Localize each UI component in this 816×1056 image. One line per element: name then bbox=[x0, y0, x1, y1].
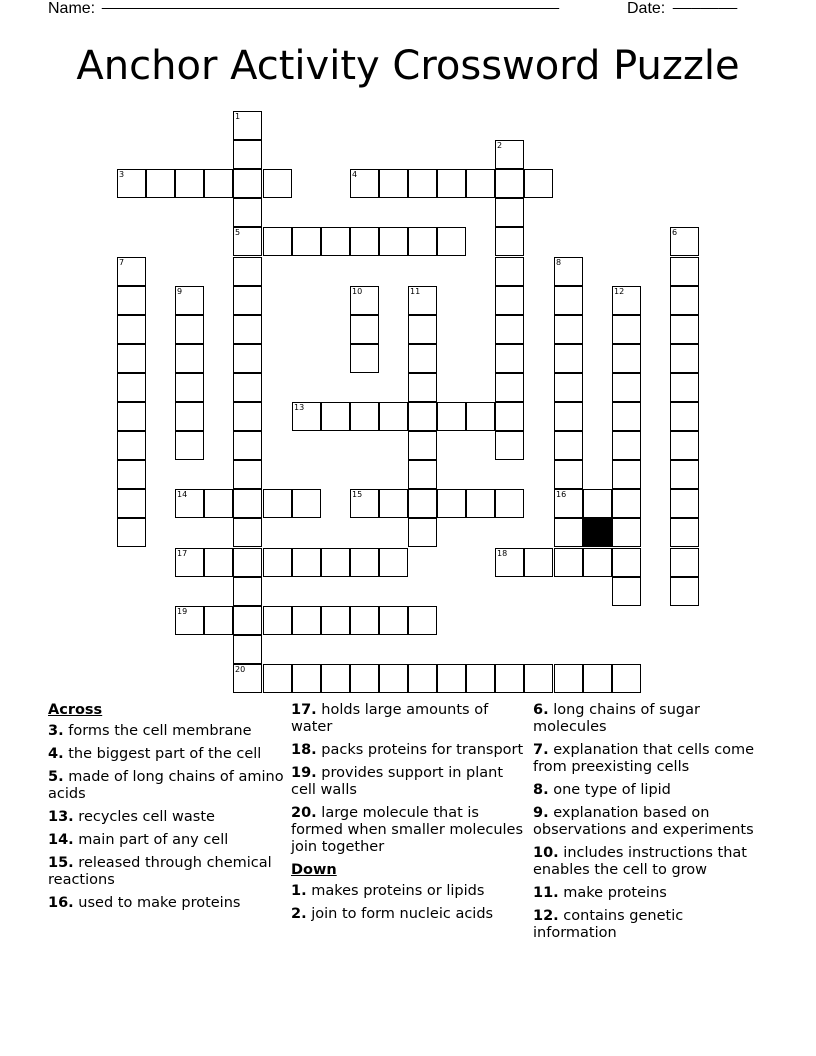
clue-text: large molecule that is formed when smaller molecules join together bbox=[291, 805, 524, 855]
crossword-cell[interactable] bbox=[495, 664, 524, 693]
crossword-cell[interactable] bbox=[350, 169, 379, 198]
crossword-cell[interactable] bbox=[263, 169, 292, 198]
crossword-cell[interactable] bbox=[233, 518, 262, 547]
crossword-cell[interactable] bbox=[379, 489, 408, 518]
crossword-cell[interactable] bbox=[321, 548, 350, 577]
crossword-cell[interactable] bbox=[466, 402, 495, 431]
crossword-cell[interactable] bbox=[408, 286, 437, 315]
crossword-cell[interactable] bbox=[408, 402, 437, 431]
crossword-cell[interactable] bbox=[175, 606, 204, 635]
crossword-cell[interactable] bbox=[583, 489, 612, 518]
crossword-cell[interactable] bbox=[233, 402, 262, 431]
crossword-cell[interactable] bbox=[466, 664, 495, 693]
crossword-cell[interactable] bbox=[612, 460, 641, 489]
clue-across bbox=[48, 832, 284, 849]
clue-down bbox=[533, 885, 769, 902]
crossword-cell[interactable] bbox=[408, 664, 437, 693]
clue-text: provides support in plant cell walls bbox=[291, 765, 504, 798]
clue-text: made of long chains of amino acids bbox=[48, 769, 284, 802]
crossword-cell[interactable] bbox=[204, 169, 233, 198]
clue-across bbox=[48, 855, 284, 889]
crossword-cell[interactable] bbox=[408, 606, 437, 635]
clue-across bbox=[291, 765, 527, 799]
crossword-cell[interactable] bbox=[233, 257, 262, 286]
crossword-cell[interactable] bbox=[292, 606, 321, 635]
crossword-cell[interactable] bbox=[263, 489, 292, 518]
crossword-cell[interactable] bbox=[670, 227, 699, 256]
crossword-cell[interactable] bbox=[524, 664, 553, 693]
clue-across bbox=[48, 769, 284, 803]
crossword-cell[interactable] bbox=[379, 227, 408, 256]
crossword-cell[interactable] bbox=[495, 344, 524, 373]
crossword-cell[interactable] bbox=[233, 169, 262, 198]
crossword-cell[interactable] bbox=[233, 344, 262, 373]
crossword-cell[interactable] bbox=[175, 548, 204, 577]
crossword-cell[interactable] bbox=[117, 431, 146, 460]
clue-number: 16 bbox=[556, 490, 567, 499]
clue-number-label: 18. bbox=[291, 742, 317, 758]
clue-across bbox=[291, 742, 527, 759]
crossword-cell[interactable] bbox=[495, 548, 524, 577]
clue-number: 1 bbox=[235, 112, 241, 121]
crossword-cell[interactable] bbox=[437, 227, 466, 256]
crossword-cell[interactable] bbox=[670, 460, 699, 489]
crossword-cell[interactable] bbox=[670, 518, 699, 547]
name-line[interactable]: _______________________________________________________ bbox=[102, 0, 559, 10]
crossword-cell[interactable] bbox=[408, 431, 437, 460]
clue-number: 13 bbox=[294, 403, 305, 412]
crossword-cell[interactable] bbox=[495, 315, 524, 344]
crossword-cell[interactable] bbox=[350, 402, 379, 431]
clue-across bbox=[48, 746, 284, 763]
clue-number: 4 bbox=[352, 170, 358, 179]
clue-text: recycles cell waste bbox=[73, 809, 215, 825]
crossword-cell[interactable] bbox=[554, 373, 583, 402]
date-label: Date: bbox=[627, 0, 666, 17]
crossword-cell[interactable] bbox=[350, 344, 379, 373]
crossword-cell[interactable] bbox=[670, 489, 699, 518]
crossword-cell[interactable] bbox=[146, 169, 175, 198]
crossword-cell[interactable] bbox=[233, 577, 262, 606]
clue-number: 5 bbox=[235, 228, 241, 237]
crossword-cell[interactable] bbox=[554, 344, 583, 373]
crossword-cell[interactable] bbox=[583, 548, 612, 577]
clue-number-label: 9. bbox=[533, 805, 549, 821]
clue-text: explanation that cells come from preexisting cells bbox=[533, 742, 755, 775]
crossword-cell[interactable] bbox=[670, 548, 699, 577]
clue-down bbox=[291, 906, 527, 923]
crossword-cell[interactable] bbox=[408, 315, 437, 344]
crossword-cell[interactable] bbox=[379, 169, 408, 198]
crossword-cell[interactable] bbox=[495, 227, 524, 256]
crossword-cell[interactable] bbox=[612, 344, 641, 373]
clue-number: 7 bbox=[119, 258, 125, 267]
crossword-cell[interactable] bbox=[117, 489, 146, 518]
clue-number: 19 bbox=[177, 607, 188, 616]
clue-down bbox=[533, 702, 769, 736]
clue-across bbox=[48, 809, 284, 826]
clue-text: make proteins bbox=[558, 885, 667, 901]
clue-number: 17 bbox=[177, 549, 188, 558]
clue-text: used to make proteins bbox=[73, 895, 241, 911]
clue-number: 14 bbox=[177, 490, 188, 499]
crossword-cell[interactable] bbox=[117, 460, 146, 489]
crossword-cell[interactable] bbox=[117, 518, 146, 547]
crossword-cell[interactable] bbox=[321, 606, 350, 635]
clue-number: 20 bbox=[235, 665, 246, 674]
crossword-cell[interactable] bbox=[612, 489, 641, 518]
crossword-cell[interactable] bbox=[495, 198, 524, 227]
clue-number: 10 bbox=[352, 287, 363, 296]
crossword-cell[interactable] bbox=[495, 373, 524, 402]
crossword-cell[interactable] bbox=[233, 315, 262, 344]
crossword-cell[interactable] bbox=[524, 548, 553, 577]
clue-number-label: 19. bbox=[291, 765, 317, 781]
crossword-cell[interactable] bbox=[408, 344, 437, 373]
crossword-cell[interactable] bbox=[670, 257, 699, 286]
clue-number: 2 bbox=[497, 141, 503, 150]
crossword-cell[interactable] bbox=[117, 257, 146, 286]
crossword-cell[interactable] bbox=[495, 402, 524, 431]
crossword-cell[interactable] bbox=[554, 664, 583, 693]
crossword-cell[interactable] bbox=[175, 489, 204, 518]
crossword-cell[interactable] bbox=[204, 606, 233, 635]
clue-number-label: 5. bbox=[48, 769, 64, 785]
clue-number-label: 20. bbox=[291, 805, 317, 821]
crossword-cell[interactable] bbox=[408, 518, 437, 547]
down-heading: Down bbox=[291, 862, 337, 878]
crossword-cell[interactable] bbox=[583, 664, 612, 693]
clue-down bbox=[291, 883, 527, 900]
crossword-cell[interactable] bbox=[379, 664, 408, 693]
crossword-cell[interactable] bbox=[554, 315, 583, 344]
crossword-cell[interactable] bbox=[350, 286, 379, 315]
clue-number: 11 bbox=[410, 287, 421, 296]
clue-down bbox=[533, 742, 769, 776]
clue-number-label: 15. bbox=[48, 855, 74, 871]
crossword-cell[interactable] bbox=[612, 431, 641, 460]
crossword-cell[interactable] bbox=[350, 606, 379, 635]
crossword-cell[interactable] bbox=[233, 286, 262, 315]
clues-column-3 bbox=[533, 700, 769, 948]
crossword-cell[interactable] bbox=[175, 431, 204, 460]
clue-number-label: 14. bbox=[48, 832, 74, 848]
clue-down bbox=[533, 805, 769, 839]
crossword-cell[interactable] bbox=[466, 489, 495, 518]
clues-column-2 bbox=[291, 700, 527, 929]
crossword-cell[interactable] bbox=[233, 431, 262, 460]
clue-number: 18 bbox=[497, 549, 508, 558]
crossword-cell[interactable] bbox=[175, 344, 204, 373]
crossword-cell[interactable] bbox=[321, 227, 350, 256]
clue-number-label: 1. bbox=[291, 883, 307, 899]
crossword-cell[interactable] bbox=[233, 635, 262, 664]
clue-text: forms the cell membrane bbox=[63, 723, 252, 739]
crossword-cell[interactable] bbox=[612, 548, 641, 577]
crossword-cell[interactable] bbox=[292, 548, 321, 577]
crossword-cell[interactable] bbox=[117, 373, 146, 402]
crossword-cell[interactable] bbox=[233, 606, 262, 635]
date-line[interactable]: _______ bbox=[673, 0, 738, 10]
crossword-cell[interactable] bbox=[233, 489, 262, 518]
crossword-cell[interactable] bbox=[263, 606, 292, 635]
crossword-cell[interactable] bbox=[233, 111, 262, 140]
crossword-cell[interactable] bbox=[670, 315, 699, 344]
clue-text: makes proteins or lipids bbox=[306, 883, 485, 899]
crossword-cell[interactable] bbox=[233, 227, 262, 256]
clue-down bbox=[533, 908, 769, 942]
crossword-cell[interactable] bbox=[379, 402, 408, 431]
crossword-cell[interactable] bbox=[670, 373, 699, 402]
crossword-cell[interactable] bbox=[554, 402, 583, 431]
clue-text: contains genetic information bbox=[533, 908, 684, 941]
clue-number-label: 2. bbox=[291, 906, 307, 922]
crossword-cell[interactable] bbox=[350, 315, 379, 344]
crossword-cell[interactable] bbox=[437, 169, 466, 198]
crossword-cell[interactable] bbox=[554, 257, 583, 286]
crossword-cell[interactable] bbox=[495, 169, 524, 198]
crossword-cell[interactable] bbox=[350, 227, 379, 256]
crossword-cell[interactable] bbox=[379, 606, 408, 635]
clue-number-label: 3. bbox=[48, 723, 64, 739]
crossword-cell[interactable] bbox=[175, 402, 204, 431]
clue-number: 6 bbox=[672, 228, 678, 237]
crossword-cell[interactable] bbox=[554, 460, 583, 489]
crossword-cell[interactable] bbox=[612, 402, 641, 431]
clue-text: released through chemical reactions bbox=[48, 855, 272, 888]
crossword-cell[interactable] bbox=[263, 548, 292, 577]
crossword-cell[interactable] bbox=[292, 227, 321, 256]
clue-number-label: 13. bbox=[48, 809, 74, 825]
crossword-cell[interactable] bbox=[233, 198, 262, 227]
crossword-cell[interactable] bbox=[350, 489, 379, 518]
crossword-cell[interactable] bbox=[292, 489, 321, 518]
crossword-cell[interactable] bbox=[554, 286, 583, 315]
across-heading: Across bbox=[48, 702, 103, 718]
crossword-cell[interactable] bbox=[554, 489, 583, 518]
crossword-cell[interactable] bbox=[204, 489, 233, 518]
crossword-cell[interactable] bbox=[321, 402, 350, 431]
crossword-cell[interactable] bbox=[495, 140, 524, 169]
crossword-cell[interactable] bbox=[175, 169, 204, 198]
crossword-cell[interactable] bbox=[524, 169, 553, 198]
crossword-cell[interactable] bbox=[175, 373, 204, 402]
crossword-cell[interactable] bbox=[466, 169, 495, 198]
crossword-cell[interactable] bbox=[350, 548, 379, 577]
clue-text: long chains of sugar molecules bbox=[533, 702, 700, 735]
clue-text: main part of any cell bbox=[73, 832, 229, 848]
crossword-cell[interactable] bbox=[117, 286, 146, 315]
black-cell bbox=[583, 518, 612, 547]
clue-number: 12 bbox=[614, 287, 625, 296]
clue-text: join to form nucleic acids bbox=[306, 906, 494, 922]
clue-across bbox=[48, 723, 284, 740]
clue-across bbox=[291, 805, 527, 856]
clue-number: 9 bbox=[177, 287, 183, 296]
clue-down bbox=[533, 782, 769, 799]
crossword-cell[interactable] bbox=[612, 286, 641, 315]
crossword-cell[interactable] bbox=[321, 664, 350, 693]
crossword-cell[interactable] bbox=[612, 373, 641, 402]
crossword-cell[interactable] bbox=[292, 664, 321, 693]
crossword-cell[interactable] bbox=[292, 402, 321, 431]
clue-down bbox=[533, 845, 769, 879]
crossword-cell[interactable] bbox=[495, 489, 524, 518]
crossword-cell[interactable] bbox=[263, 664, 292, 693]
crossword-cell[interactable] bbox=[233, 664, 262, 693]
crossword-cell[interactable] bbox=[437, 664, 466, 693]
clue-text: packs proteins for transport bbox=[316, 742, 524, 758]
crossword-cell[interactable] bbox=[495, 286, 524, 315]
crossword-cell[interactable] bbox=[670, 431, 699, 460]
crossword-cell[interactable] bbox=[233, 460, 262, 489]
crossword-cell[interactable] bbox=[495, 257, 524, 286]
clue-across bbox=[48, 895, 284, 912]
crossword-cell[interactable] bbox=[350, 664, 379, 693]
clue-number: 15 bbox=[352, 490, 363, 499]
clue-number-label: 11. bbox=[533, 885, 559, 901]
clue-text: includes instructions that enables the cell to grow bbox=[533, 845, 747, 878]
clue-number-label: 17. bbox=[291, 702, 317, 718]
clue-text: the biggest part of the cell bbox=[63, 746, 262, 762]
clue-number-label: 7. bbox=[533, 742, 549, 758]
clue-number: 3 bbox=[119, 170, 125, 179]
crossword-cell[interactable] bbox=[233, 373, 262, 402]
name-label: Name: bbox=[48, 0, 96, 17]
crossword-cell[interactable] bbox=[117, 344, 146, 373]
crossword-cell[interactable] bbox=[408, 460, 437, 489]
crossword-cell[interactable] bbox=[495, 431, 524, 460]
crossword-cell[interactable] bbox=[612, 664, 641, 693]
crossword-cell[interactable] bbox=[233, 140, 262, 169]
crossword-cell[interactable] bbox=[437, 402, 466, 431]
crossword-cell[interactable] bbox=[612, 315, 641, 344]
page-title: Anchor Activity Crossword Puzzle bbox=[76, 43, 740, 89]
crossword-cell[interactable] bbox=[670, 402, 699, 431]
clues-column-1 bbox=[48, 700, 284, 918]
clue-number-label: 8. bbox=[533, 782, 549, 798]
crossword-cell[interactable] bbox=[204, 548, 233, 577]
crossword-cell[interactable] bbox=[670, 286, 699, 315]
crossword-cell[interactable] bbox=[117, 402, 146, 431]
clue-number-label: 6. bbox=[533, 702, 549, 718]
crossword-cell[interactable] bbox=[117, 315, 146, 344]
crossword-cell[interactable] bbox=[379, 548, 408, 577]
crossword-cell[interactable] bbox=[175, 315, 204, 344]
clue-text: explanation based on observations and experiments bbox=[533, 805, 754, 838]
crossword-cell[interactable] bbox=[554, 548, 583, 577]
clue-number-label: 4. bbox=[48, 746, 64, 762]
crossword-cell[interactable] bbox=[554, 431, 583, 460]
crossword-cell[interactable] bbox=[612, 577, 641, 606]
clue-text: holds large amounts of water bbox=[291, 702, 489, 735]
clue-across bbox=[291, 702, 527, 736]
crossword-cell[interactable] bbox=[408, 489, 437, 518]
clue-number-label: 10. bbox=[533, 845, 559, 861]
crossword-cell[interactable] bbox=[175, 286, 204, 315]
crossword-cell[interactable] bbox=[408, 227, 437, 256]
crossword-cell[interactable] bbox=[670, 577, 699, 606]
crossword-cell[interactable] bbox=[408, 169, 437, 198]
clue-number-label: 12. bbox=[533, 908, 559, 924]
clue-number-label: 16. bbox=[48, 895, 74, 911]
crossword-cell[interactable] bbox=[554, 518, 583, 547]
crossword-cell[interactable] bbox=[263, 227, 292, 256]
clue-number: 8 bbox=[556, 258, 562, 267]
crossword-cell[interactable] bbox=[233, 548, 262, 577]
crossword-cell[interactable] bbox=[670, 344, 699, 373]
crossword-cell[interactable] bbox=[117, 169, 146, 198]
crossword-cell[interactable] bbox=[612, 518, 641, 547]
crossword-cell[interactable] bbox=[437, 489, 466, 518]
clue-text: one type of lipid bbox=[548, 782, 671, 798]
crossword-cell[interactable] bbox=[408, 373, 437, 402]
